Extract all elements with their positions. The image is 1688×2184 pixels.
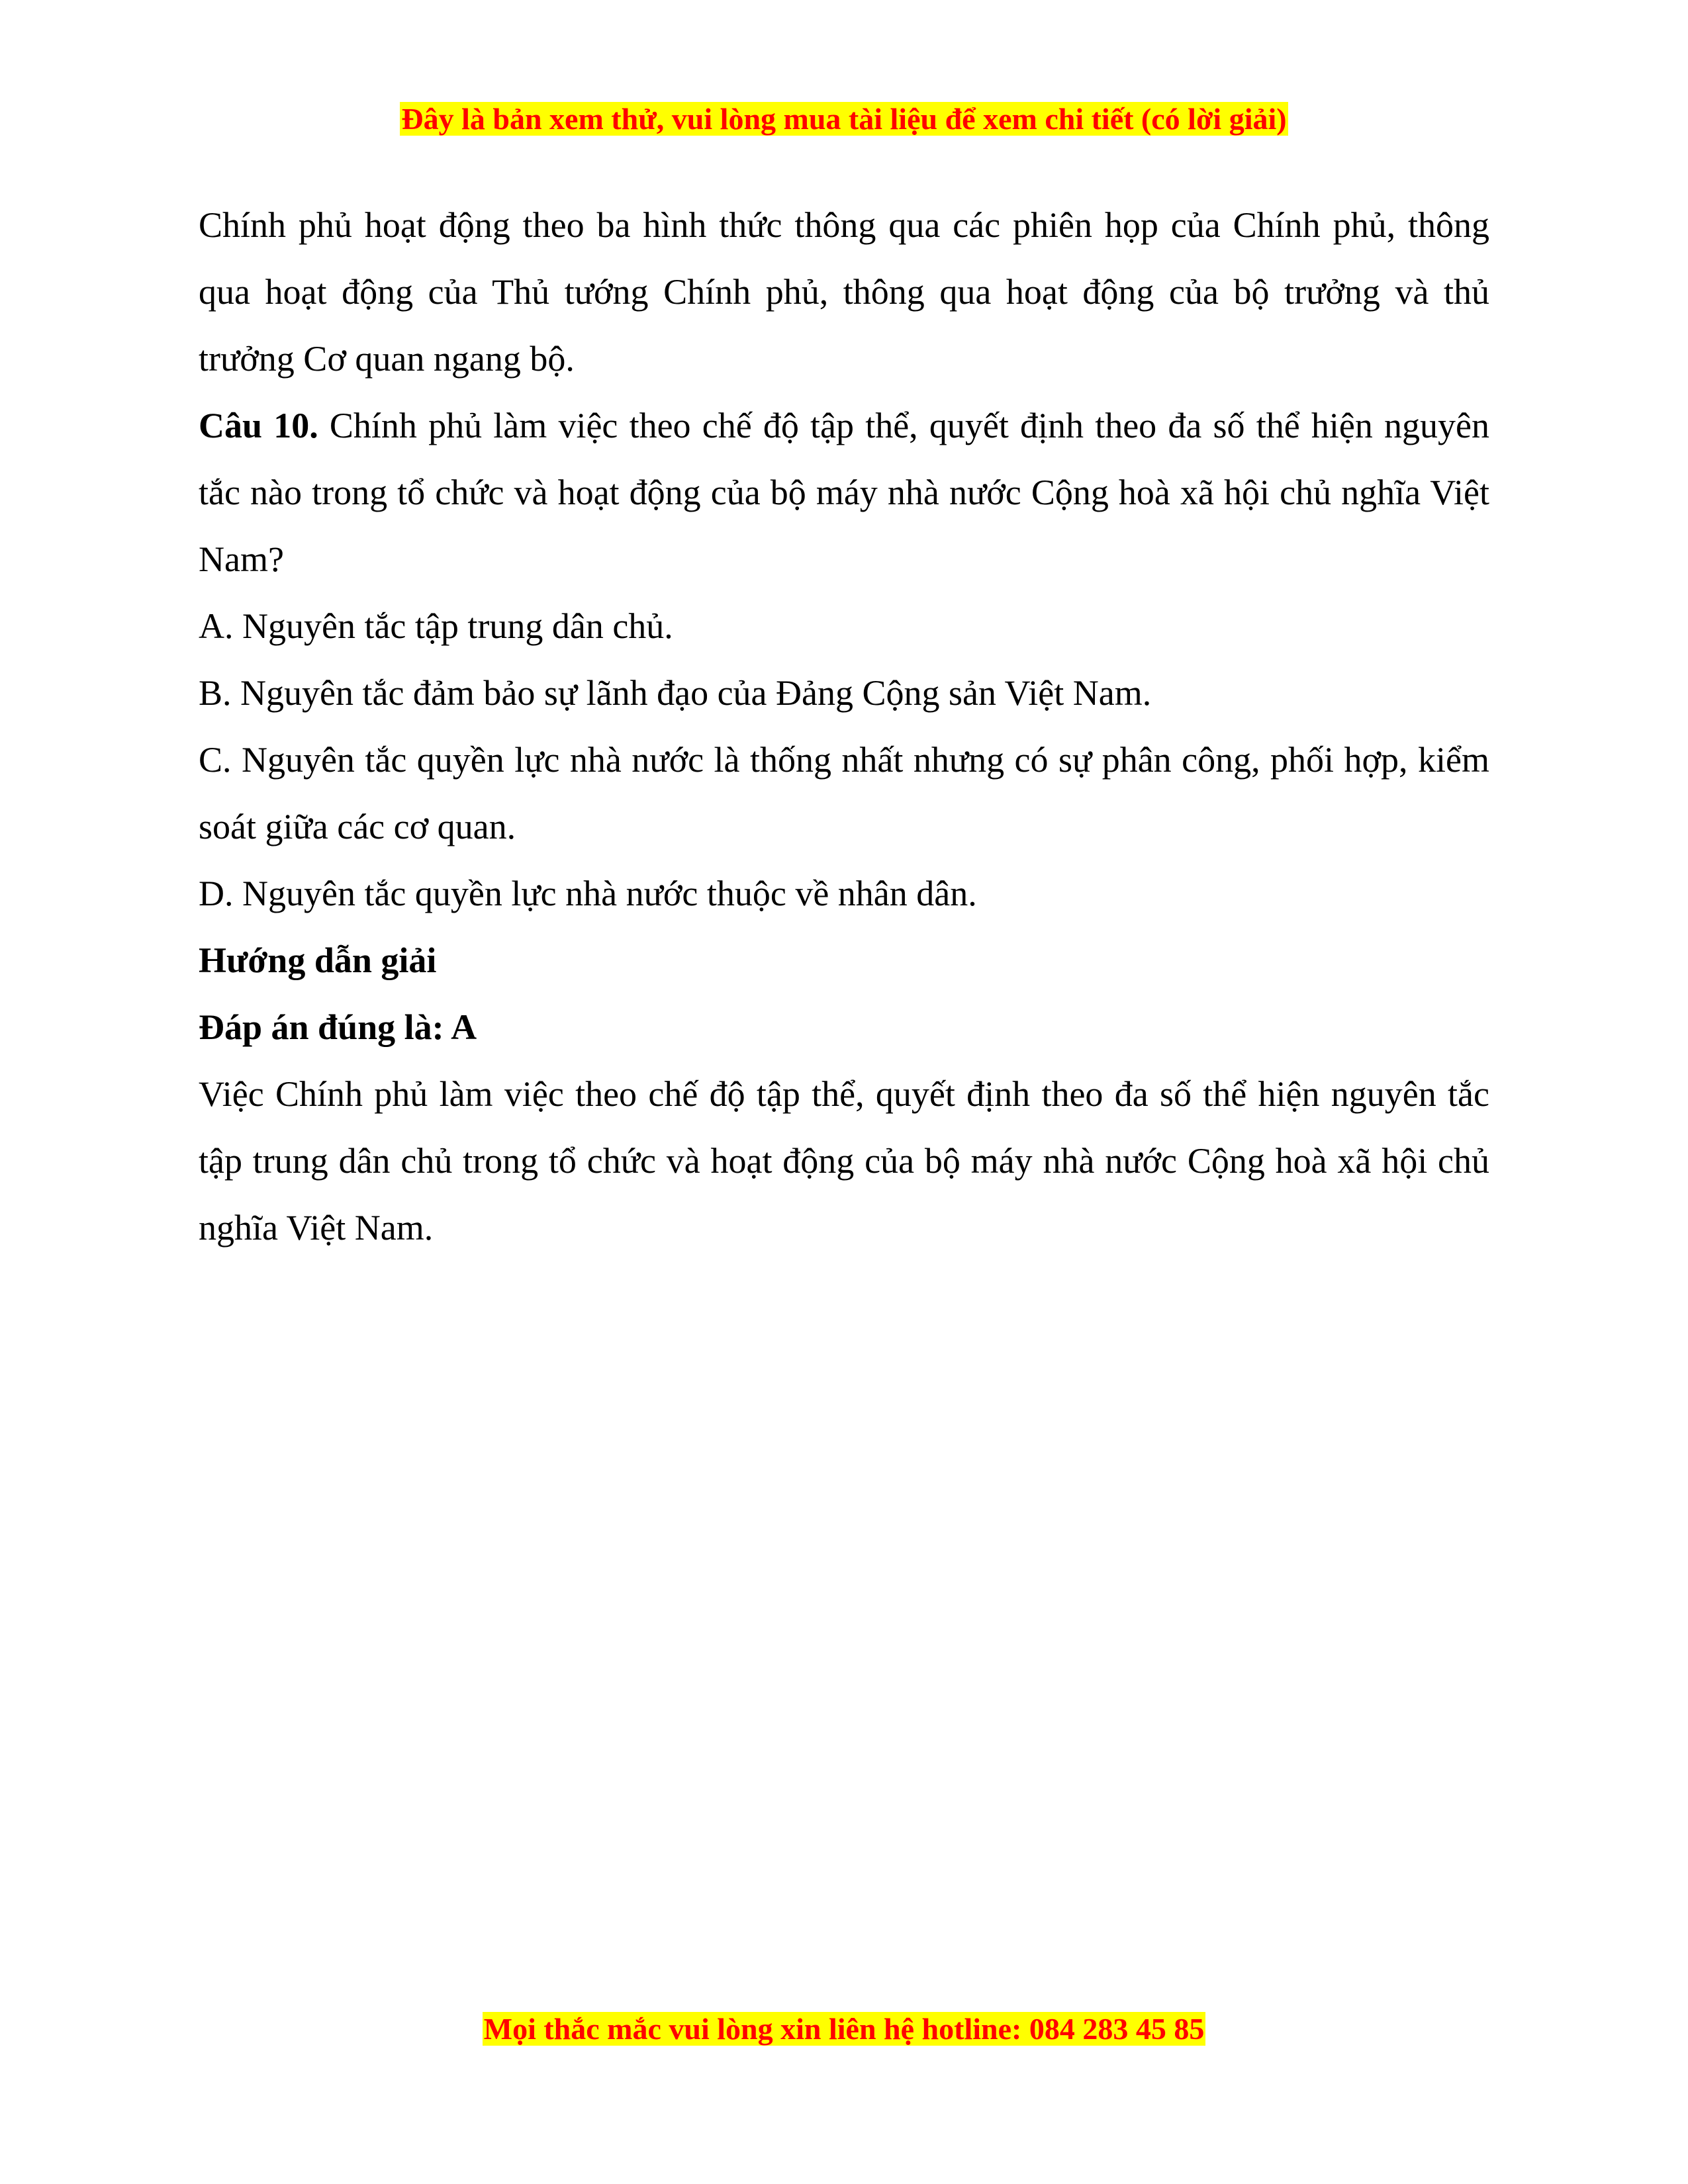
hotline-notice-text: Mọi thắc mắc vui lòng xin liên hệ hotline: 084 283 45 85: [483, 2012, 1205, 2046]
question-label: Câu 10.: [199, 406, 318, 445]
option-a: A. Nguyên tắc tập trung dân chủ.: [199, 606, 673, 646]
option-c: C. Nguyên tắc quyền lực nhà nước là thống nhất nhưng có sự phân công, phối hợp, kiểm soát giữa các cơ quan.: [199, 740, 1489, 846]
solution-heading: Hướng dẫn giải: [199, 940, 437, 980]
preview-notice-banner: [0, 99, 1688, 139]
intro-paragraph: Chính phủ hoạt động theo ba hình thức thông qua các phiên họp của Chính phủ, thông qua hoạt động của Thủ tướng Chính phủ, thông qua hoạt động của bộ trưởng và thủ trưởng Cơ quan ngang bộ.: [199, 205, 1489, 379]
solution-explanation: Việc Chính phủ làm việc theo chế độ tập thể, quyết định theo đa số thể hiện nguyên tắc tập trung dân chủ trong tổ chức và hoạt động của bộ máy nhà nước Cộng hoà xã hội chủ nghĩa Việt Nam.: [199, 1074, 1489, 1248]
question-text: Chính phủ làm việc theo chế độ tập thể, quyết định theo đa số thể hiện nguyên tắc nào trong tổ chức và hoạt động của bộ máy nhà nước Cộng hoà xã hội chủ nghĩa Việt Nam?: [199, 406, 1489, 579]
correct-answer: Đáp án đúng là: A: [199, 1007, 477, 1047]
hotline-notice-banner: [0, 2009, 1688, 2049]
option-b: B. Nguyên tắc đảm bảo sự lãnh đạo của Đảng Cộng sản Việt Nam.: [199, 673, 1152, 713]
preview-notice-text: Đây là bản xem thử, vui lòng mua tài liệu để xem chi tiết (có lời giải): [401, 102, 1287, 136]
option-d: D. Nguyên tắc quyền lực nhà nước thuộc về nhân dân.: [199, 874, 977, 913]
question-paragraph: [199, 392, 1489, 593]
document-body: [199, 192, 1489, 1261]
